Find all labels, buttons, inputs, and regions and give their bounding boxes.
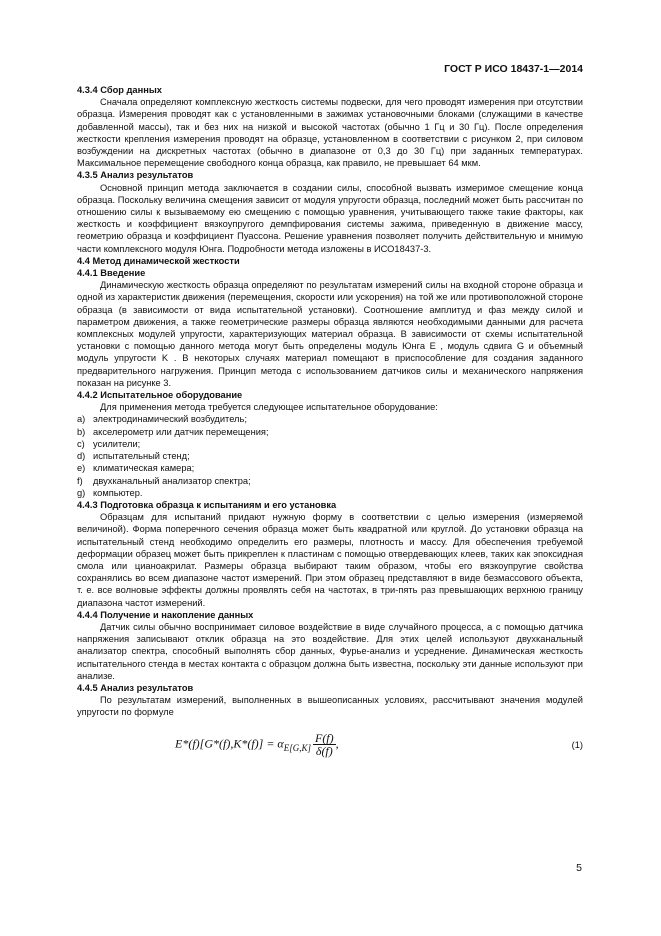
list-item: [77, 413, 583, 425]
section-heading: 4.4.3 Подготовка образца к испытаниям и его установка: [77, 499, 337, 510]
list-item-text: электродинамический возбудитель;: [93, 414, 247, 425]
fraction-denominator: δ(f): [315, 743, 333, 758]
formula-expression: [175, 732, 339, 757]
list-item: [77, 426, 583, 438]
list-marker: c): [77, 438, 85, 449]
section-heading: 4.3.5 Анализ результатов: [77, 170, 194, 181]
list-item-text: двухканальный анализатор спектра;: [93, 475, 251, 486]
page-number: 5: [576, 862, 582, 874]
formula-tail: ,: [335, 736, 339, 751]
formula-1: [77, 722, 583, 766]
section-heading: 4.4.4 Получение и накопление данных: [77, 609, 254, 620]
formula-fraction: [313, 732, 336, 757]
list-item-text: компьютер.: [93, 487, 143, 498]
section-heading: 4.4.2 Испытательное оборудование: [77, 390, 243, 401]
formula-lhs: E*(f)[G*(f),K*(f)] = α: [175, 736, 284, 751]
list-marker: d): [77, 451, 86, 462]
list-marker: b): [77, 426, 86, 437]
paragraph: По результатам измерений, выполненных в вышеописанных условиях, рассчитывают значения модулей упругости по формуле: [77, 695, 583, 718]
fraction-numerator: F(f): [314, 730, 334, 745]
section-heading: 4.4 Метод динамической жесткости: [77, 255, 240, 266]
paragraph: Сначала определяют комплексную жесткость системы подвески, для чего проводят измерения при отсутствии образца. Измерения проводят как с установленными в зажимах установочными блоками (служащими в качестве добавленной массы), так и без них на низкой и высокой частотах (обычно 1 Гц и 30 Гц). После определения жесткости крепления измерения проводят на образце, установленном в соответствии с рисунком 2, при силовом возбуждении на дискретных частотах (обычно в диапазоне от 0,3 до 30 Гц) при заданных температурах. Максимальное перемещение свободного конца образца, как правило, не превышает 64 мкм.: [77, 97, 583, 169]
list-item: [77, 462, 583, 474]
list-marker: a): [77, 414, 86, 425]
list-marker: f): [77, 475, 83, 486]
list-item-text: испытательный стенд;: [93, 451, 190, 462]
paragraph: Датчик силы обычно воспринимает силовое воздействие в виде случайного процесса, а с помощью датчика напряжения записывают отклик образца на это воздействие. Для этих целей используют двухканальный анализатор спектра, способный выполнять сбор данных, Фурье-анализ и усреднение. Динамическая жесткость испытательного стенда в местах контакта с образцом должна быть известна, поскольку эти данные используют при анализе.: [77, 621, 583, 681]
list-item: [77, 487, 583, 499]
list-item: [77, 438, 583, 450]
list-marker: g): [77, 487, 86, 498]
list-item-text: акселерометр или датчик перемещения;: [93, 426, 269, 437]
paragraph: Динамическую жесткость образца определяют по результатам измерений силы на входной стороне образца и одной из характеристик движения (перемещения, скорости или ускорения) на той же или противоположной стороне образца (в зависимости от вида испытательной установки). Соотношение амплитуд и фаз между силой и параметром движения, а также геометрические размеры образца являются необходимыми данными для расчета комплексных модулей упругости, характеризующих материал образца. В зависимости от схемы испытательной установки с помощью данного метода могут быть определены модуль Юнга E , модуль сдвига G и объемный модуль упругости K . В некоторых случаях материал помещают в приспособление для создания заданного предварительного нагружения. Принцип метода с использованием датчиков силы и механического напряжения показан на рисунке 3.: [77, 280, 583, 388]
document-body: [77, 84, 583, 766]
paragraph: Основной принцип метода заключается в создании силы, способной вызвать измеримое смещение конца образца. Поскольку величина смещения зависит от модуля упругости образца, последний может быть рассчитан по отношению силы к вызываемому ею смещению с помощью уравнения, учитывающего также такие факторы, как жесткость и коэффициент вязкоупругого демпфирования системы зажима, приведенную в движение массу, геометрию образца и коэффициент Пуассона. Решение уравнения позволяет получить действительную и мнимую части комплексного модуля Юнга. Подробности метода изложены в ИСО18437-3.: [77, 182, 583, 254]
formula-subscript: E[G,K]: [283, 742, 311, 753]
list-item-text: усилители;: [93, 438, 141, 449]
list-item-text: климатическая камера;: [93, 463, 195, 474]
section-heading: 4.4.1 Введение: [77, 268, 146, 279]
list-item: [77, 450, 583, 462]
list-marker: e): [77, 463, 86, 474]
equation-number: (1): [571, 739, 583, 750]
list-item: [77, 475, 583, 487]
paragraph: Для применения метода требуется следующее испытательное оборудование:: [100, 402, 438, 413]
document-header: ГОСТ Р ИСО 18437-1—2014: [444, 63, 583, 75]
paragraph: Образцам для испытаний придают нужную форму в соответствии с целью измерения (измеряемой величиной). Форма поперечного сечения образца может быть квадратной или круглой. До установки образца на испытательный стенд необходимо определить его размеры, плотность и массу. Для обеспечения требуемой деформации образец может быть прикреплен к пластинам с помощью отвердевающих клеев, таких как эпоксидная смола или цианоакрилат. Размеры образца выбирают таким образом, чтобы его вязкоупругие свойства сохранялись во всем диапазоне частот измерений. При этом образец представляют в виде безмассового объекта, т. е. все волновые эффекты должны проявлять себя на частотах, в три-пять раз превышающих верхнюю границу диапазона частот измерений.: [77, 512, 583, 608]
section-heading: 4.4.5 Анализ результатов: [77, 682, 194, 693]
section-heading: 4.3.4 Сбор данных: [77, 85, 162, 95]
